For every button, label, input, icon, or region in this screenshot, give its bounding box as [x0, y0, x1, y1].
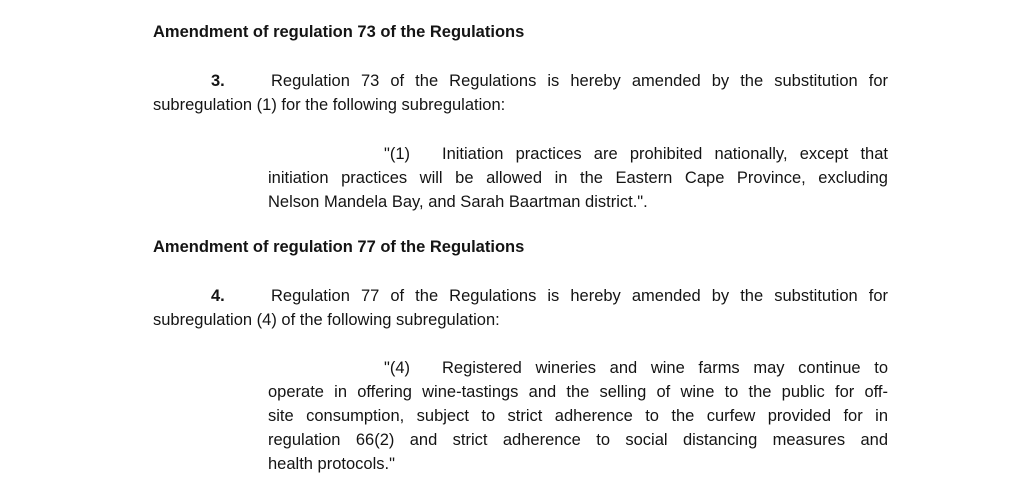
quote-line: operate in offering wine-tastings and the selling of wine to the public for off-	[268, 383, 888, 401]
quote-line: regulation 66(2) and strict adherence to social distancing measures and	[268, 431, 888, 449]
quote-first-line	[268, 142, 888, 166]
quote-first-line	[268, 356, 888, 380]
quote-text: Initiation practices are prohibited nationally, except that	[442, 145, 888, 163]
quote-number: "(4)	[384, 359, 411, 377]
quote-number: "(1)	[384, 145, 411, 163]
paragraph-text: Regulation 73 of the Regulations is hereby amended by the substitution for	[271, 72, 888, 90]
quote-line: health protocols."	[268, 455, 395, 473]
paragraph-4-second-line: subregulation (4) of the following subregulation:	[153, 311, 500, 329]
paragraph-3-first-line	[153, 69, 888, 93]
paragraph-4-first-line	[153, 284, 888, 308]
quoted-subregulation-1	[268, 142, 888, 214]
section-heading-reg-77: Amendment of regulation 77 of the Regulations	[153, 238, 525, 256]
paragraph-3	[153, 69, 888, 117]
paragraph-3-second-line: subregulation (1) for the following subregulation:	[153, 96, 506, 114]
paragraph-text: Regulation 77 of the Regulations is hereby amended by the substitution for	[271, 287, 888, 305]
paragraph-number: 4.	[211, 287, 225, 305]
paragraph-4	[153, 284, 888, 332]
paragraph-number: 3.	[211, 72, 225, 90]
section-heading-reg-73: Amendment of regulation 73 of the Regulations	[153, 23, 525, 41]
quote-line: site consumption, subject to strict adherence to the curfew provided for in	[268, 407, 888, 425]
quoted-subregulation-4	[268, 356, 888, 476]
quote-text: Registered wineries and wine farms may continue to	[442, 359, 888, 377]
quote-line: initiation practices will be allowed in the Eastern Cape Province, excluding	[268, 169, 888, 187]
quote-line: Nelson Mandela Bay, and Sarah Baartman district.".	[268, 193, 648, 211]
